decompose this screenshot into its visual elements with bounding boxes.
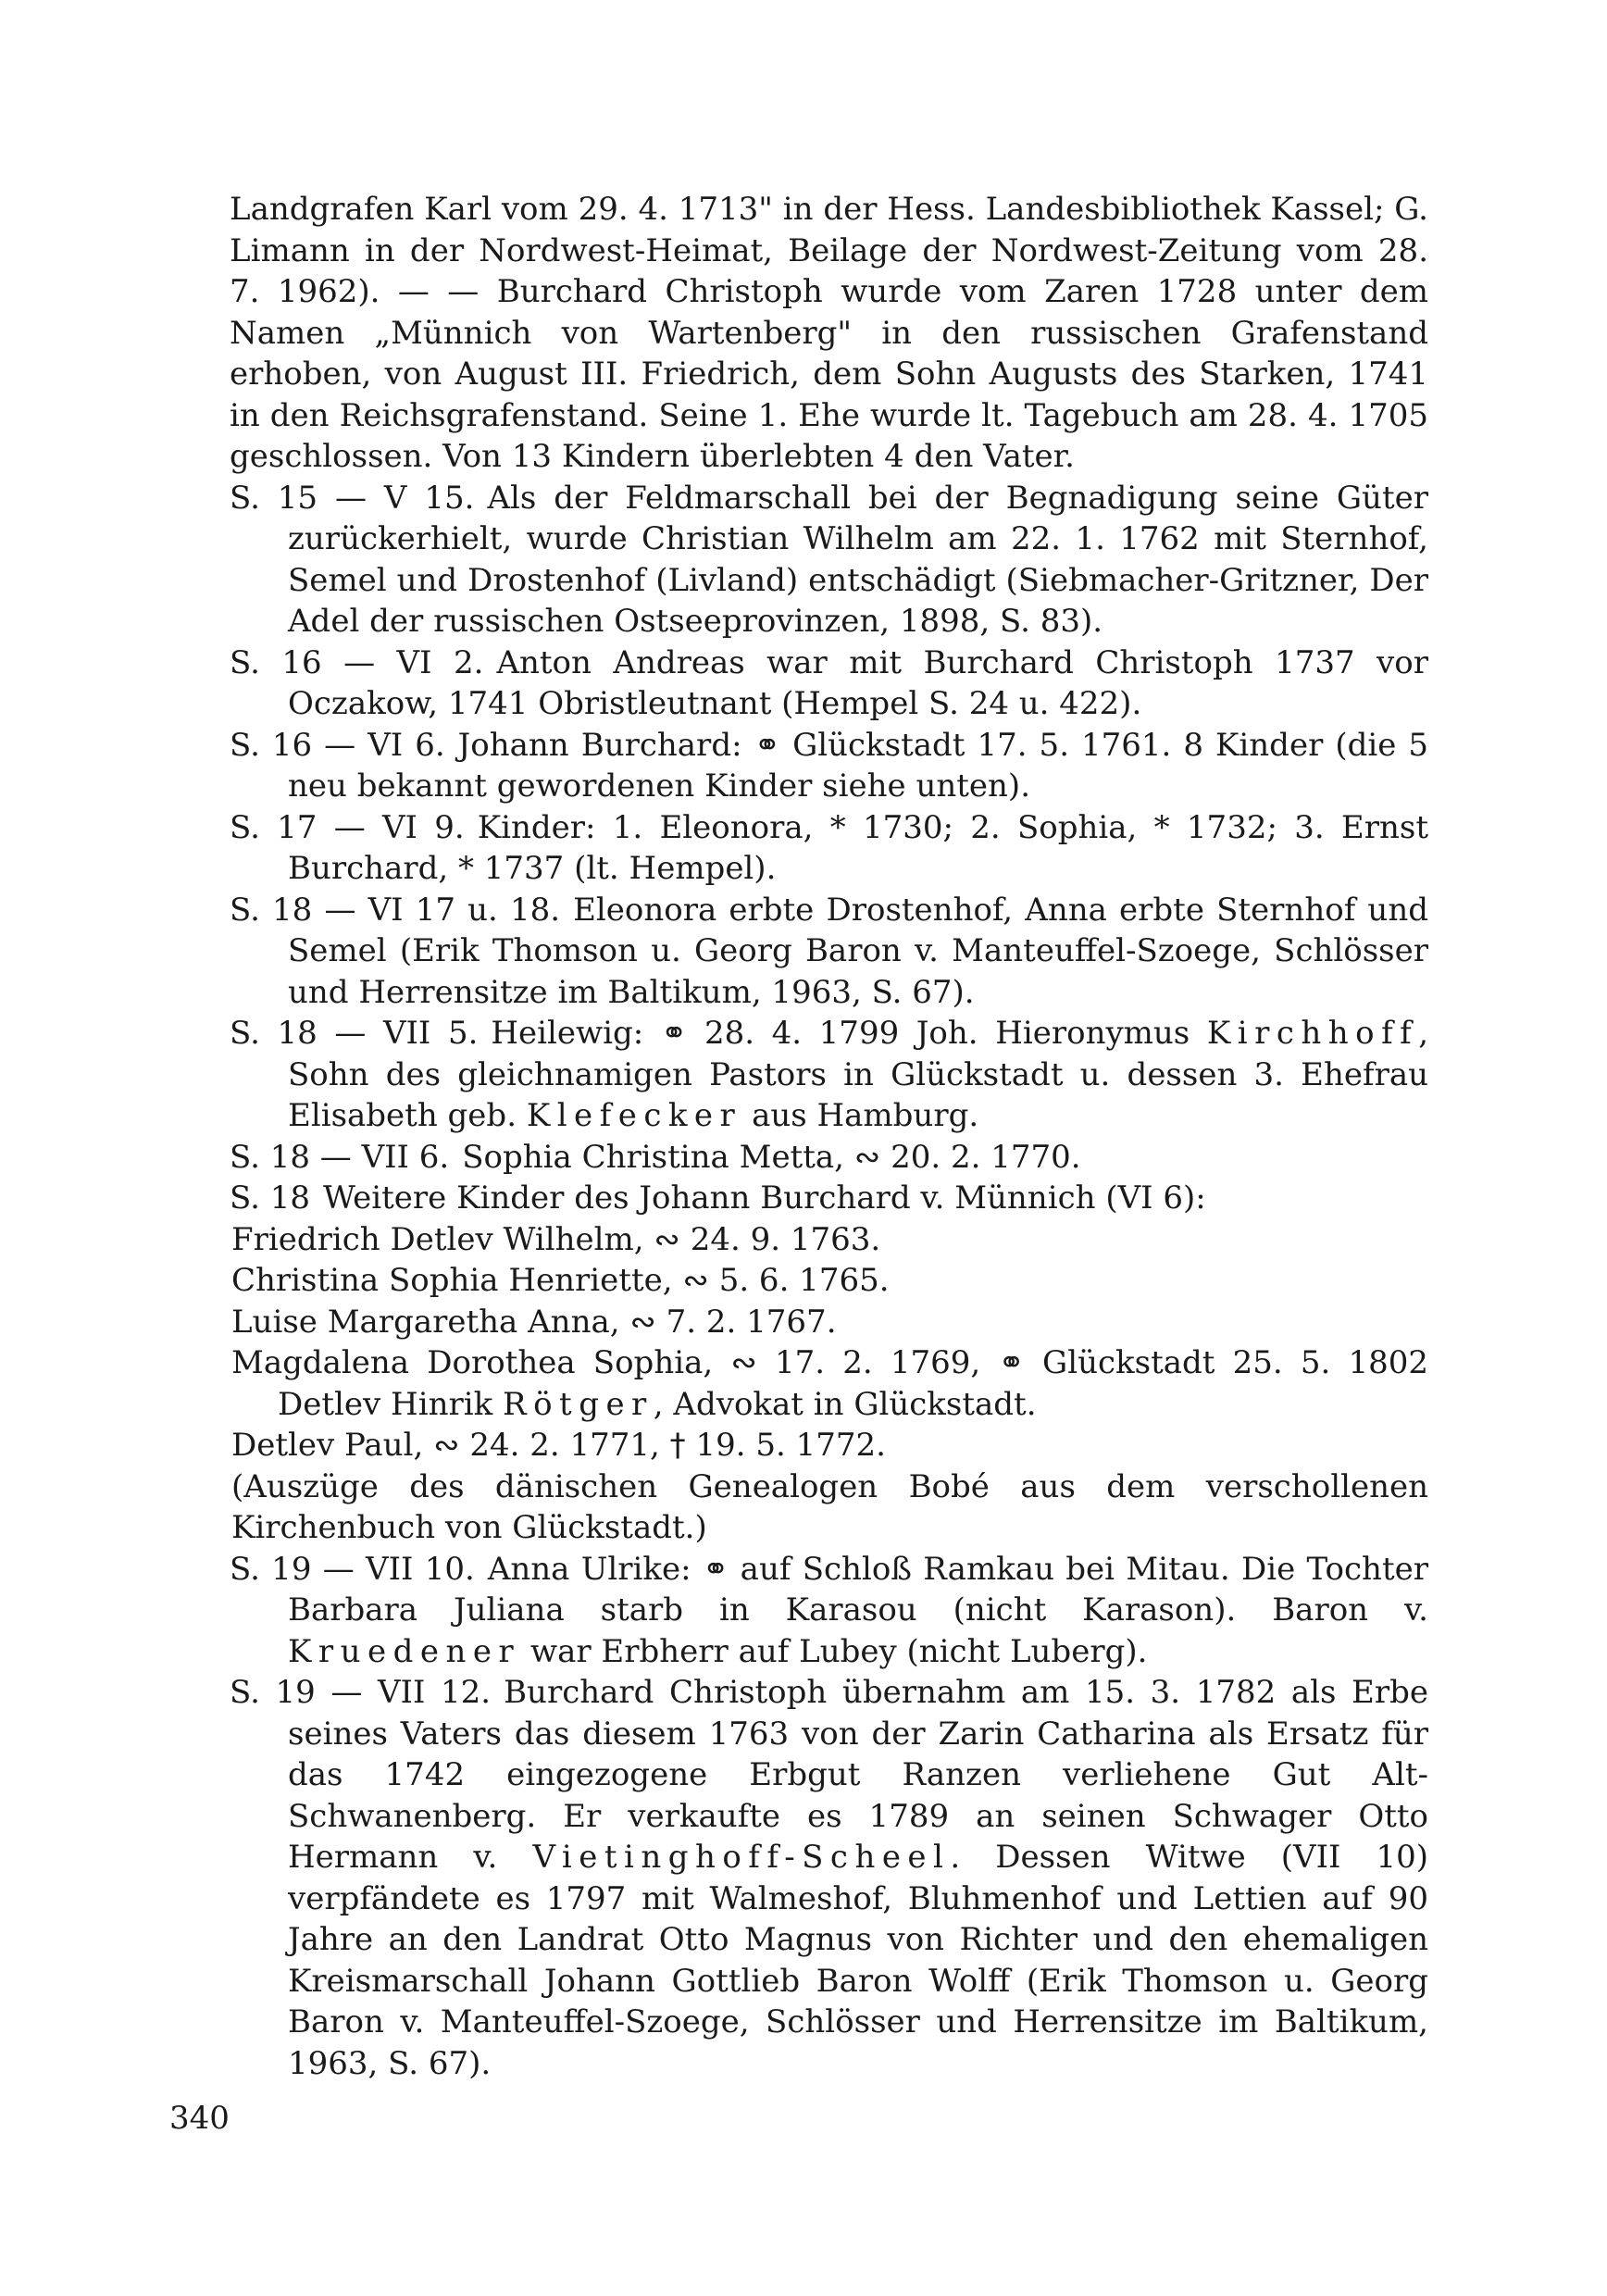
marriage-icon: ⚭	[702, 1550, 729, 1588]
baptism-icon: ∾	[433, 1427, 460, 1464]
entry-label: S. 18 — VII 5.	[230, 1015, 479, 1052]
paragraph-intro-text: Landgrafen Karl vom 29. 4. 1713" in der Hess. Landesbibliothek Kassel; G. Limann in der Nordwest-Heimat, Beilage der Nordwest-Zeitung vom 28. 7. 1962). — — Burchard Christoph wurde vom Zaren 1728 unter dem Namen „Münnich von Wartenberg" in den russischen Grafenstand erhoben, von August III. Friedrich, dem Sohn Augusts des Starken, 1741 in den Reichsgrafenstand. Seine 1. Ehe wurde lt. Tagebuch am 28. 4. 1705 geschlossen. Von 13 Kindern überlebten 4 den Vater.	[230, 191, 1428, 475]
entry-text: Sophia Christina Metta,	[462, 1138, 844, 1176]
entry-label: S. 16 — VI 2.	[230, 643, 484, 681]
paragraph-intro	[230, 189, 1428, 478]
spaced-surname: Vietinghoff-Scheel	[532, 1839, 951, 1876]
entry-text: Anna Ulrike:	[487, 1550, 691, 1588]
child-magdalena	[231, 1342, 1428, 1425]
entry-label: S. 19 — VII 12.	[230, 1674, 492, 1711]
death-icon: †	[669, 1427, 686, 1464]
entry-text: Kinder: 1. Eleonora, * 1730; 2. Sophia, * 1732; 3. Ernst Burchard, * 1737 (lt. Hempel).	[288, 808, 1428, 887]
entry-label: S. 19 — VII 10.	[230, 1550, 475, 1588]
entry-text: , Sohn des gleichnamigen Pastors in Glückstadt u. dessen 3. Ehefrau Elisabeth geb.	[288, 1015, 1429, 1134]
child-name: Christina Sophia Henriette,	[231, 1262, 673, 1299]
child-name: Luise Margaretha Anna,	[231, 1303, 620, 1341]
child-death: 19. 5. 1772.	[695, 1427, 886, 1464]
entry-text: Burchard Christoph übernahm am 15. 3. 1782 als Erbe seines Vaters das diesem 1763 von der Zarin Catharina als Ersatz für das 1742 eingezogene Erbgut Ranzen verliehene Gut Alt-Schwanenberg. Er verkaufte es 1789 an seinen Schwager Otto Hermann v.	[288, 1674, 1428, 1876]
entry-label: S. 18	[230, 1179, 310, 1217]
entry-label: S. 16 — VI 6.	[230, 726, 445, 764]
child-place: Glückstadt 25. 5. 1802 Detlev Hinrik	[278, 1344, 1428, 1423]
entry-label: S. 18 — VI 17 u. 18.	[230, 891, 561, 929]
child-friedrich	[231, 1219, 1428, 1261]
baptism-icon: ∾	[629, 1303, 656, 1341]
baptism-icon: ∾	[853, 1138, 881, 1176]
entry-s17-vi9	[230, 807, 1428, 890]
source-note-text: (Auszüge des dänischen Genealogen Bobé aus dem verschollenen Kirchenbuch von Glückstadt.)	[231, 1467, 1428, 1546]
child-luise	[231, 1302, 1428, 1343]
baptism-icon: ∾	[682, 1262, 709, 1299]
baptism-icon: ∾	[654, 1220, 680, 1258]
entry-label: S. 15 — V 15.	[230, 479, 475, 517]
source-note	[231, 1466, 1428, 1549]
entry-s15-v15	[230, 478, 1428, 643]
spaced-surname: Kruedener	[288, 1632, 521, 1670]
page-number: 340	[169, 2100, 230, 2137]
marriage-icon: ⚭	[754, 726, 781, 764]
marriage-icon: ⚭	[998, 1344, 1025, 1381]
entry-s18-children	[230, 1178, 1428, 1219]
entry-s18-vi17	[230, 890, 1428, 1014]
entry-s16-vi2	[230, 643, 1428, 725]
entry-s19-vii12	[230, 1672, 1429, 2084]
entry-text: Heilewig:	[491, 1015, 644, 1052]
child-date: 5. 6. 1765.	[718, 1262, 890, 1299]
child-detlev	[231, 1425, 1428, 1466]
entry-text: Als der Feldmarschall bei der Begnadigung seine Güter zurückerhielt, wurde Christian Wilhelm am 22. 1. 1762 mit Sternhof, Semel und Drostenhof (Livland) entschädigt (Siebmacher-Gritzner, Der Adel der russischen Ostseeprovinzen, 1898, S. 83).	[288, 479, 1428, 640]
entry-text: Johann Burchard:	[457, 726, 742, 764]
entry-s18-vii5	[230, 1013, 1429, 1137]
entry-s16-vi6	[230, 725, 1428, 807]
child-date: 7. 2. 1767.	[666, 1303, 837, 1341]
entry-text: Eleonora erbte Drostenhof, Anna erbte Sternhof und Semel (Erik Thomson u. Georg Baron v. Manteuffel-Szoege, Schlösser und Herrensitze im Baltikum, 1963, S. 67).	[288, 891, 1428, 1011]
child-rest: , Advokat in Glückstadt.	[653, 1385, 1037, 1423]
child-name: Friedrich Detlev Wilhelm,	[231, 1220, 644, 1258]
child-date: 17. 2. 1769,	[775, 1344, 981, 1381]
child-christina	[231, 1260, 1428, 1302]
entry-text: auf Schloß Ramkau bei Mitau. Die Tochter Barbara Juliana starb in Karasou (nicht Karason). Baron v.	[288, 1550, 1428, 1628]
entry-label: S. 18 — VII 6.	[230, 1138, 450, 1176]
entry-text: 28. 4. 1799 Joh. Hieronymus	[704, 1015, 1190, 1052]
entry-s19-vii10	[230, 1549, 1428, 1673]
entry-text: war Erbherr auf Lubey (nicht Luberg).	[529, 1632, 1148, 1670]
entry-text: . Dessen Witwe (VII 10) verpfändete es 1797 mit Walmeshof, Bluhmenhof und Lettien auf 90 Jahre an den Landrat Otto Magnus von Richter und den ehemaligen Kreismarschall Johann Gottlieb Baron Wolff (Erik Thomson u. Georg Baron v. Manteuffel-Szoege, Schlösser und Herrensitze im Baltikum, 1963, S. 67).	[288, 1839, 1429, 2082]
baptism-icon: ∾	[730, 1344, 757, 1381]
spaced-surname: Klefecker	[526, 1097, 742, 1134]
entry-label: S. 17 — VI 9.	[230, 808, 465, 846]
child-date: 24. 2. 1771,	[469, 1427, 660, 1464]
body-text	[230, 189, 1428, 2084]
child-name: Magdalena Dorothea Sophia,	[231, 1344, 714, 1381]
spaced-surname: Rötger	[503, 1385, 654, 1423]
entry-text: aus Hamburg.	[752, 1097, 979, 1134]
child-date: 24. 9. 1763.	[690, 1220, 881, 1258]
spaced-surname: Kirchhoff	[1206, 1015, 1419, 1052]
entry-s18-vii6	[230, 1137, 1428, 1179]
entry-text: Anton Andreas war mit Burchard Christoph 1737 vor Oczakow, 1741 Obristleutnant (Hempel S. 24 u. 422).	[288, 643, 1428, 722]
marriage-icon: ⚭	[660, 1015, 688, 1052]
entry-text: Weitere Kinder des Johann Burchard v. Münnich (VI 6):	[322, 1179, 1206, 1217]
entry-text: Glückstadt 17. 5. 1761. 8 Kinder (die 5 neu bekannt gewordenen Kinder siehe unten).	[288, 726, 1428, 805]
entry-text: 20. 2. 1770.	[891, 1138, 1081, 1176]
child-name: Detlev Paul,	[231, 1427, 424, 1464]
